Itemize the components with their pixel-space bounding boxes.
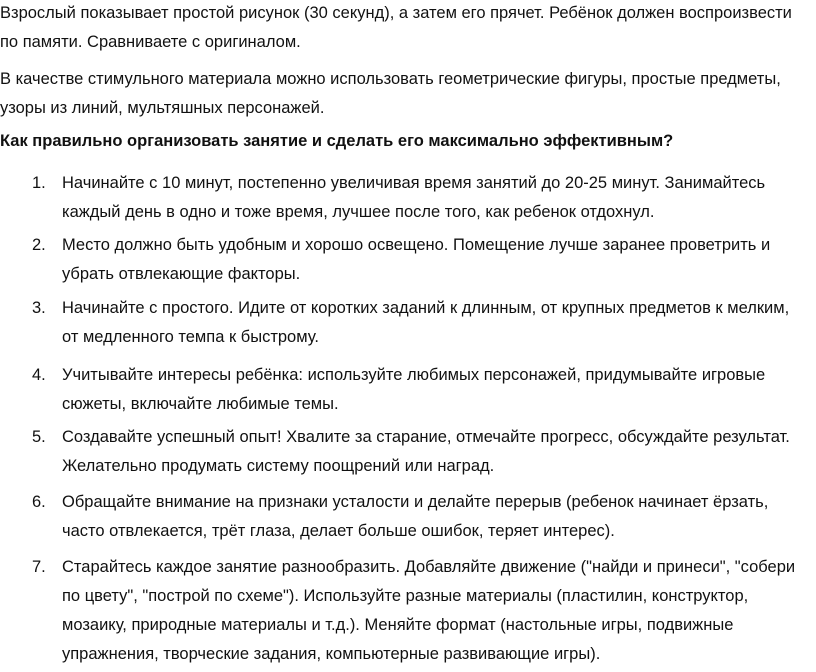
list-item-text: Старайтесь каждое занятие разнообразить. Добавляйте движение ("найди и принеси", "собери по цвету", "построй по схеме"). Используйте разные материалы (пластилин, конструктор, мозаику, природные материалы и т.д.). Меняйте формат (настольные игры, подвижные упражнения, творческие задания, компьютерные развивающие игры). xyxy=(62,558,796,663)
list-item-text: Создавайте успешный опыт! Хвалите за старание, отмечайте прогресс, обсуждайте результат. Желательно продумать систему поощрений или наград. xyxy=(62,428,790,475)
intro-paragraph-1: Взрослый показывает простой рисунок (30 секунд), а затем его прячет. Ребёнок должен воспроизвести по памяти. Сравниваете с оригиналом. xyxy=(0,4,792,51)
list-item xyxy=(0,423,808,481)
list-item xyxy=(0,488,808,546)
list-item-text: Начинайте с простого. Идите от коротких заданий к длинным, от крупных предметов к мелким, от медленного темпа к быстрому. xyxy=(62,299,790,346)
list-item-number: 5. xyxy=(32,428,46,446)
list-item-number: 1. xyxy=(32,174,46,192)
list-item-number: 3. xyxy=(32,299,46,317)
list-item xyxy=(0,231,808,289)
list-item xyxy=(0,553,808,669)
list-item-number: 6. xyxy=(32,493,46,511)
list-item-text: Обращайте внимание на признаки усталости и делайте перерыв (ребенок начинает ёрзать, часто отвлекается, трёт глаза, делает больше ошибок, теряет интерес). xyxy=(62,493,769,540)
list-item xyxy=(0,169,808,227)
list-item xyxy=(0,294,808,352)
list-item-number: 4. xyxy=(32,366,46,384)
list-item-text: Место должно быть удобным и хорошо освещено. Помещение лучше заранее проветрить и убрать отвлекающие факторы. xyxy=(62,236,771,283)
list-item-text: Учитывайте интересы ребёнка: используйте любимых персонажей, придумывайте игровые сюжеты, включайте любимые темы. xyxy=(62,366,766,413)
section-heading: Как правильно организовать занятие и сделать его максимально эффективным? xyxy=(0,132,674,150)
list-item-text: Начинайте с 10 минут, постепенно увеличивая время занятий до 20-25 минут. Занимайтесь каждый день в одно и тоже время, лучшее после того, как ребенок отдохнул. xyxy=(62,174,766,221)
list-item xyxy=(0,361,808,419)
list-item-number: 7. xyxy=(32,558,46,576)
intro-paragraph-2: В качестве стимульного материала можно использовать геометрические фигуры, простые предметы, узоры из линий, мультяшных персонажей. xyxy=(0,70,781,117)
list-item-number: 2. xyxy=(32,236,46,254)
